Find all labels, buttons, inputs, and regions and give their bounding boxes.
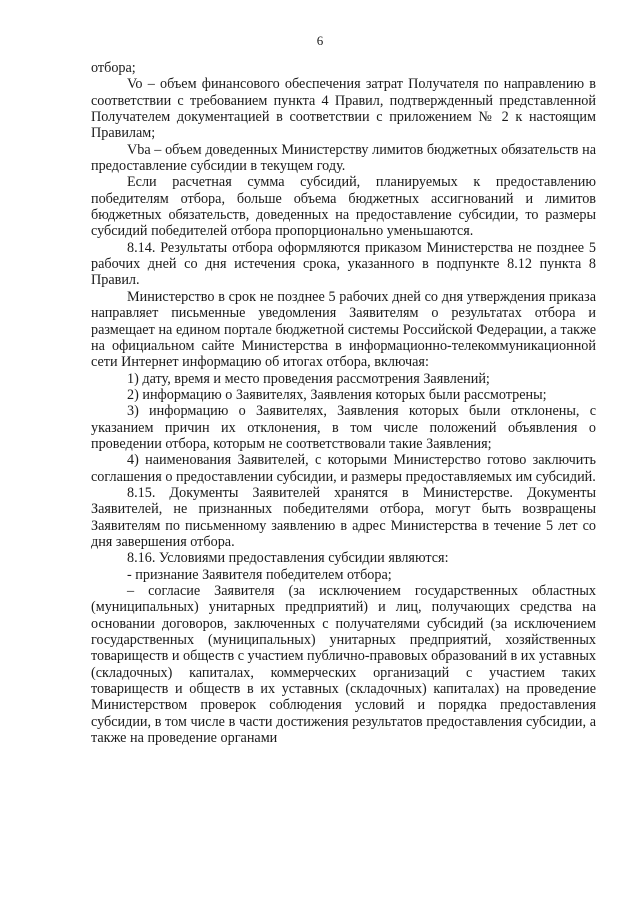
paragraph: 8.16. Условиями предоставления субсидии являются:: [127, 550, 449, 567]
paragraph: 8.14. Результаты отбора оформляются приказом Министерства не позднее 5 рабочих дней со дня истечения срока, указанного в подпункте 8.12 пункта 8 Правил.: [91, 239, 596, 289]
list-item: – согласие Заявителя (за исключением государственных областных (муниципальных) унитарных предприятий) и лиц, получающих средства на основании договоров, заключенных с получателями субсидий (за исключением государственных (муниципальных) унитарных предприятий, хозяйственных товариществ и обществ с участием публично-правовых образований в их уставных (складочных) капиталах, коммерческих организаций с участием таких товариществ и обществ в их уставных (складочных) капиталах) на проведение Министерством проверок соблюдения условий и порядка предоставления субсидии, в том числе в части достижения результатов предоставления субсидии, а также на проведение органами: [91, 583, 597, 747]
paragraph: отбора;: [91, 60, 136, 76]
page-number: 6: [316, 33, 324, 48]
paragraph: Vba – объем доведенных Министерству лимитов бюджетных обязательств на предоставление субсидии в текущем году.: [91, 141, 596, 175]
list-item: - признание Заявителя победителем отбора;: [127, 566, 392, 583]
list-item: 1) дату, время и место проведения рассмотрения Заявлений;: [127, 370, 490, 387]
paragraph: 8.15. Документы Заявителей хранятся в Министерстве. Документы Заявителей, не признанных победителями отбора, могут быть возвращены Заявителям по письменному заявлению в адрес Министерства в течение 5 лет со дня завершения отбора.: [91, 484, 596, 550]
document-body: [91, 60, 596, 746]
paragraph: Vo – объем финансового обеспечения затрат Получателя по направлению в соответствии с требованием пункта 4 Правил, подтвержденный представленной Получателем документацией в соответствии с приложением № 2 к настоящим Правилам;: [91, 76, 596, 142]
paragraph: Министерство в срок не позднее 5 рабочих дней со дня утверждения приказа направляет письменные уведомления Заявителям о результатах отбора и размещает на едином портале бюджетной системы Российской Федерации, а также на официальном сайте Министерства в информационно-телекоммуникационной сети Интернет информацию об итогах отбора, включая:: [91, 288, 596, 371]
list-item: 2) информацию о Заявителях, Заявления которых были рассмотрены;: [127, 386, 547, 403]
paragraph: Если расчетная сумма субсидий, планируемых к предоставлению победителям отбора, больше объема бюджетных ассигнований и лимитов бюджетных обязательств, доведенных на предоставление субсидии, то размеры субсидий победителей отбора пропорционально уменьшаются.: [91, 174, 596, 240]
list-item: 3) информацию о Заявителях, Заявления которых были отклонены, с указанием причин их отклонения, в том числе положений объявления о проведении отбора, которым не соответствовали такие Заявления;: [91, 403, 596, 452]
list-item: 4) наименования Заявителей, с которыми Министерство готово заключить соглашения о предоставлении субсидии, и размеры предоставляемых им субсидий.: [91, 452, 596, 485]
